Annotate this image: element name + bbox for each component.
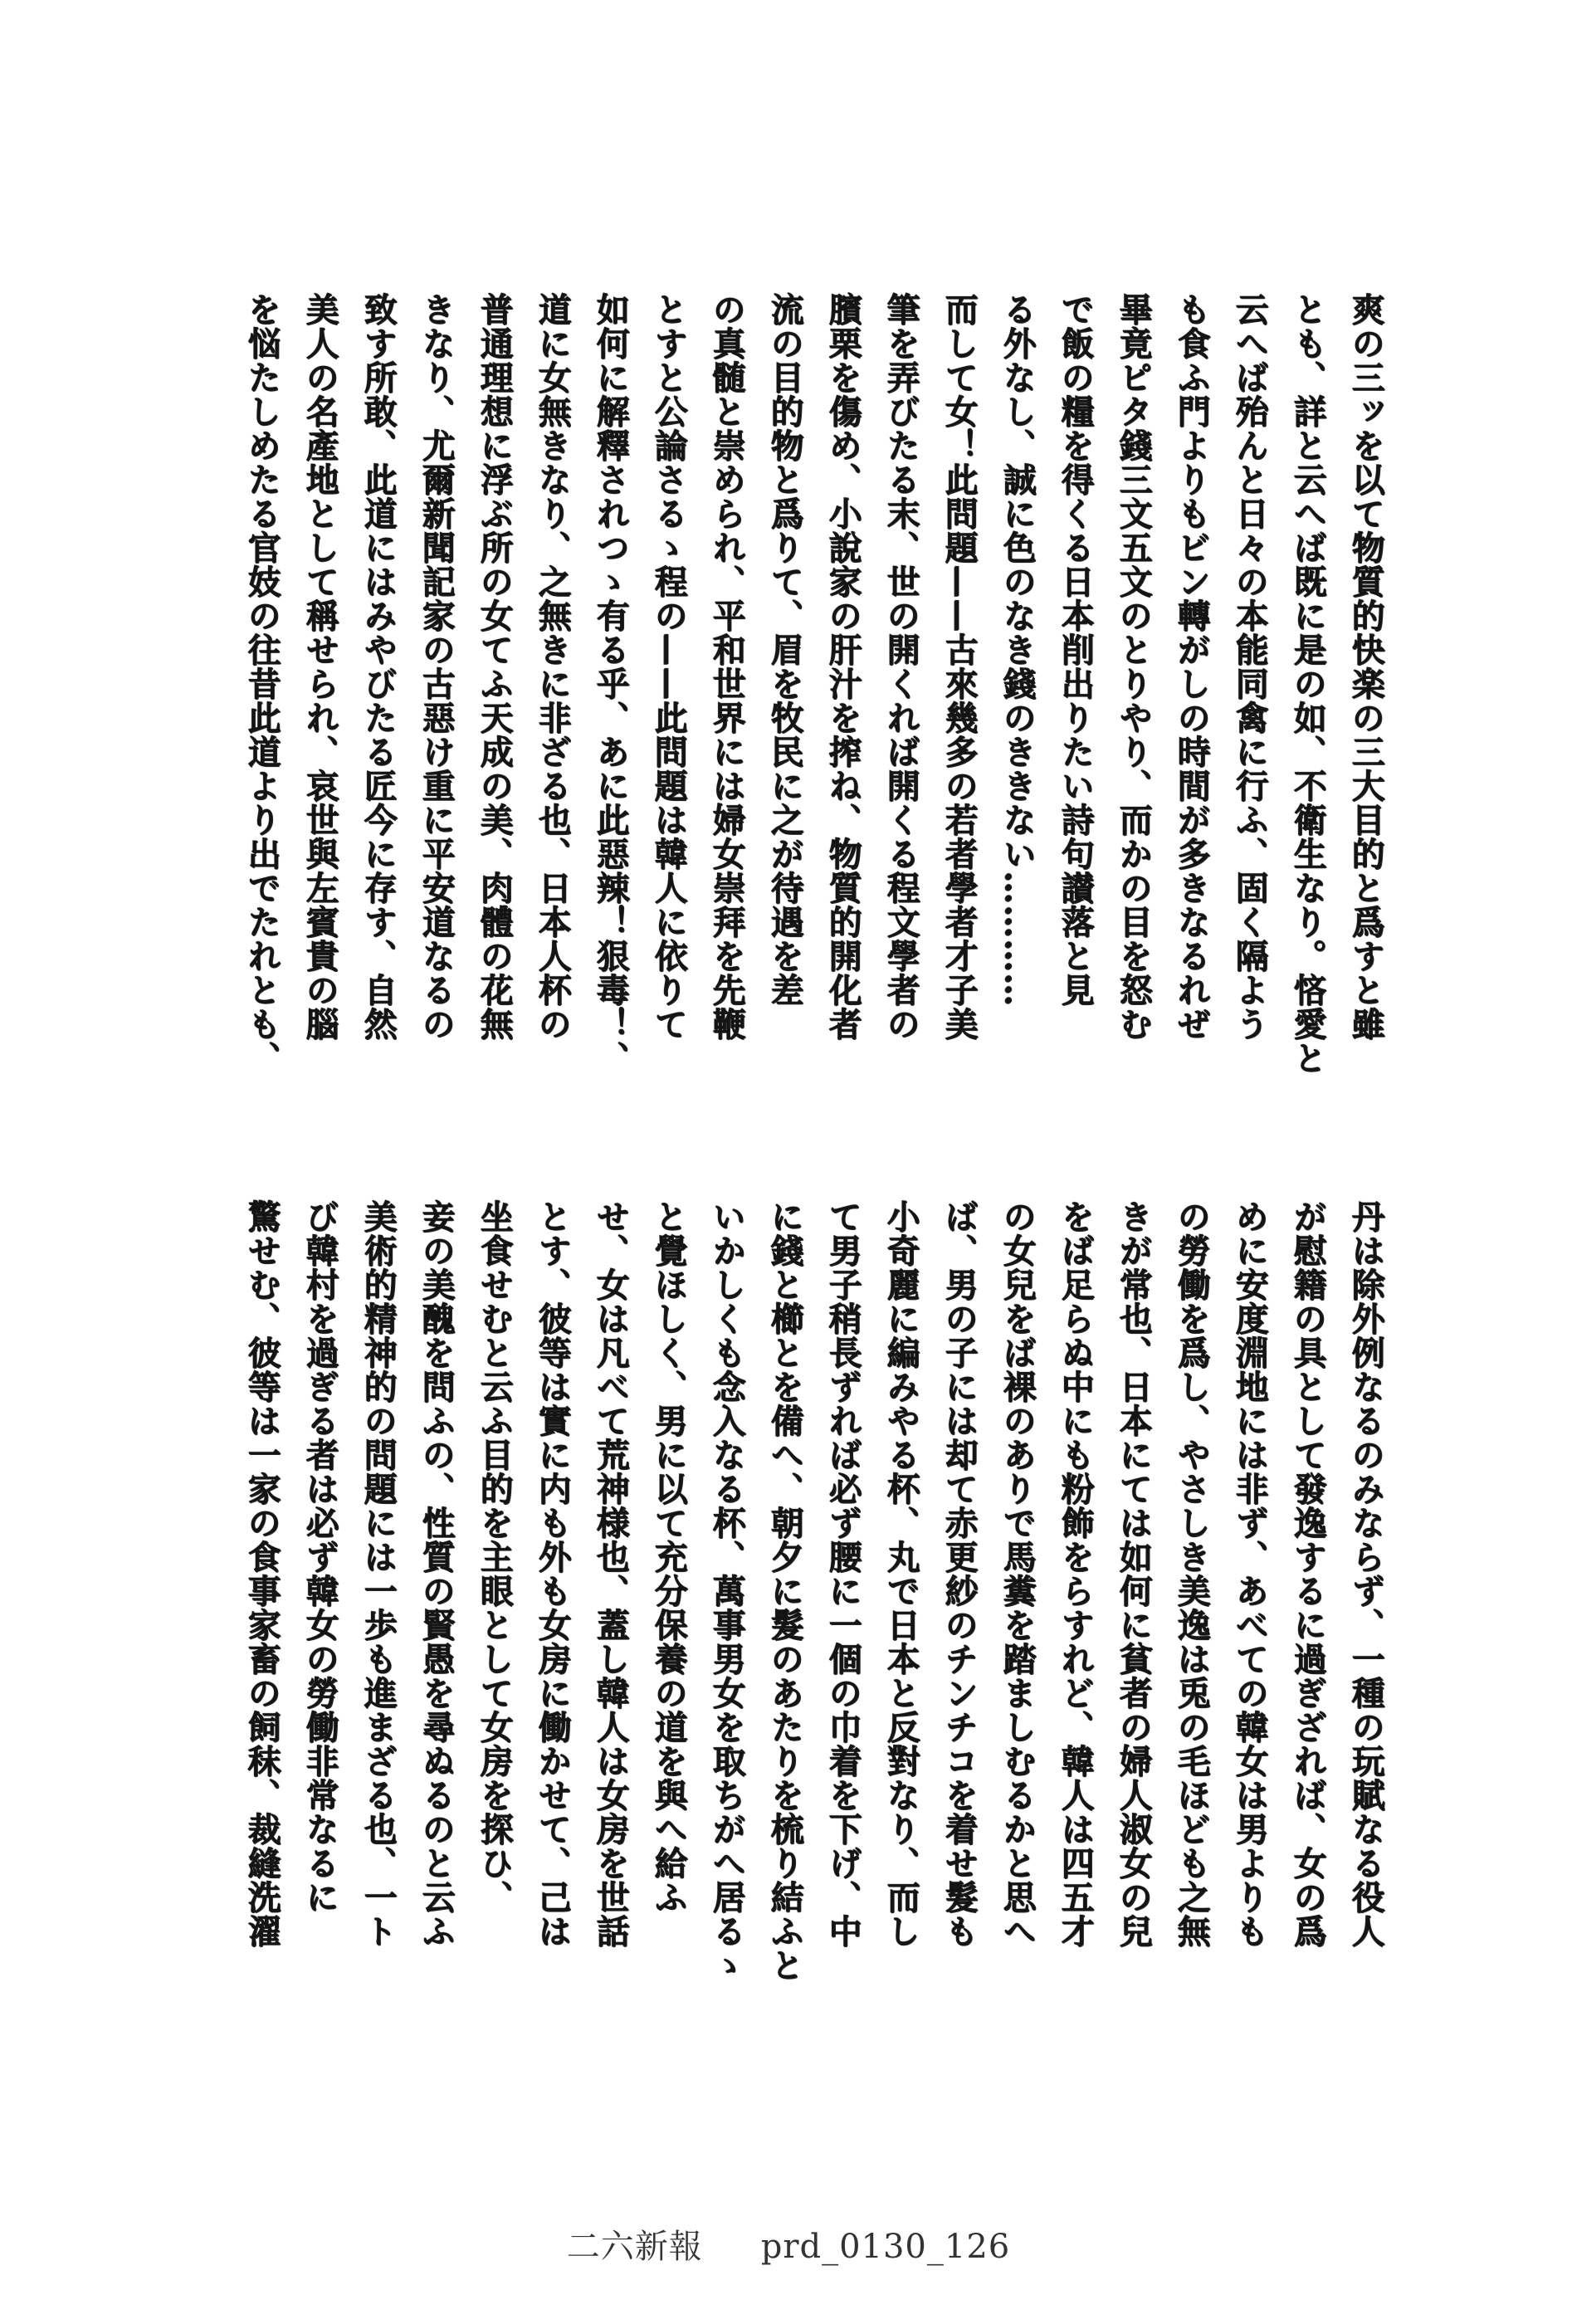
page-footer [0,2220,1577,2268]
upper-text-block: 爽の三ッを以て物質的快楽の三大目的と爲すと雖 とも、詳と云へば既に是の如、不衛生なり。悋愛と 云へば殆んと日々の本能同禽に行ふ、固く隔よう も食ふ門よりもビン轉がしの時間が多きなるれぜ 畢竟ピタ錢三文五文のとりやり、而かの目を怒む で飯の糧を得くる日本削出りたい詩句讃落と見 る外なし、誠に色のなき錢のききない………… 而して女！此問題——古來幾多の若者學者才子美 筆を弄びたる末、世の開くれば開くる程文學者の 臏栗を傷め、小說家の肝汁を搾ね、物質的開化者 流の目的物と爲りて、眉を牧民に之が待遇を差 の真髄と崇められ、平和世界には婦女崇拜を先鞭 とすと公論さるゝ程の——此問題は韓人に依りて 如何に解釋されつゝ有る乎、あに此惡辣！狠毒！、 道に女無きなり、之無きに非ざる也、日本人杯の 普通理想に浮ぶ所の女てふ天成の美、肉體の花無 きなり、尤爾新聞記家の古惡け重に平安道なるの 致す所敢、此道にはみやびたる匠今に存す、自然 美人の名產地として稱せられ、哀世與左賓貴の腦 を悩たしめたる官妓の往昔此道より出でたれとも、 [242,292,1385,1075]
lower-text-block: 丹は除外例なるのみならず、一種の玩賦なる役人 が慰籍の具として發逸するに過ぎざれば、女の爲 めに安度淵地には非ず、あべての韓女は男よりも の勞働を爲し、やさしき美逸は兎の毛ほども之無 きが常也、日本にては如何に貧者の婦人淑女の兒 をば足らぬ中にも粉飾をらすれど、韓人は四五才 の女兒をば裸のありで馬糞を踏ましむるかと思へ ば、男の子には却て赤更紗のチンチコを着せ髮も 小奇麗に編みやる杯、丸で日本と反對なり、而し て男子稍長ずれば必ず腰に一個の巾着を下げ、中 に錢と櫛とを備へ、朝夕に髮のあたりを梳り結ふと いかしくも念入なる杯、萬事男女を取ちがへ居るゝ と覺ほしく、男に以て充分保養の道を與へ給ふ せ、女は凡べて荒神様也、蓋し韓人は女房を世話 とす、彼等は實に内も外も女房に働かせて、己は 坐食せむと云ふ目的を主眼として女房を探ひ、 妾の美醜を問ふの、性質の賢愚を尋ぬるのと云ふ 美術的精神的の問題には一歩も進まざる也、一ト び韓村を過ぎる者は必ず韓女の勞働非常なるに 驚せむ、彼等は一家の食事家畜の飼秣、裁縫洗濯 [242,1199,1385,1982]
publication-name: 二六新報 [566,2228,703,2266]
document-reference-id: prd_0130_126 [760,2228,1011,2266]
